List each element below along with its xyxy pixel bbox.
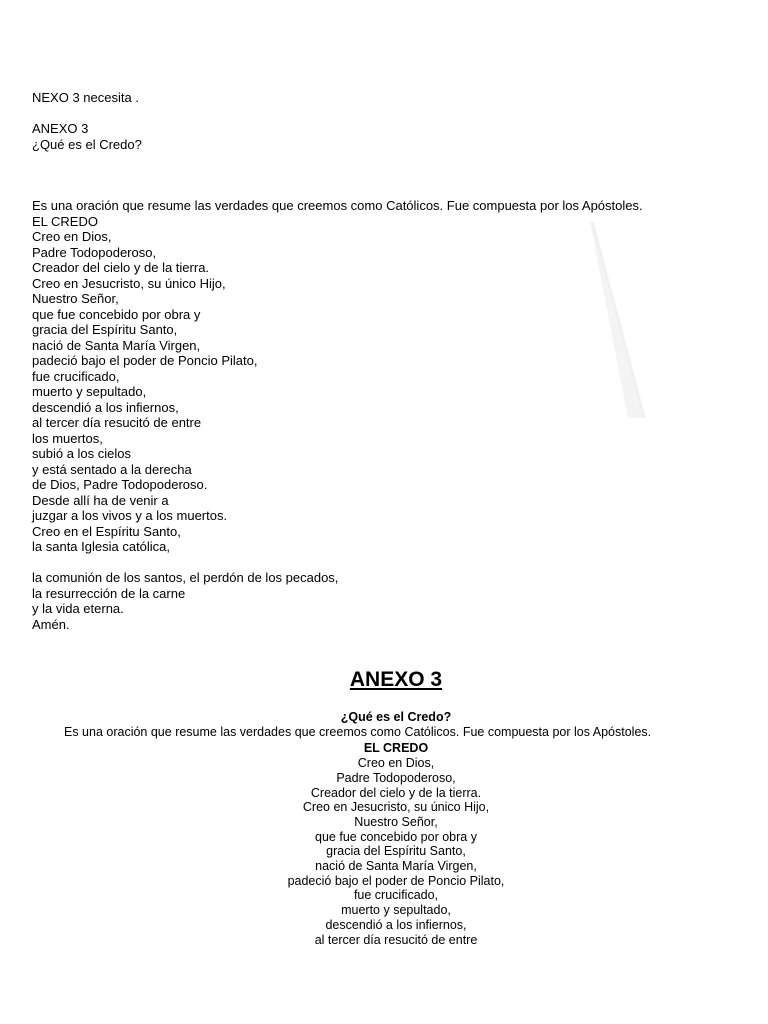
- creed-line: la resurrección de la carne: [32, 585, 186, 601]
- creed-line: Desde allí ha de venir a: [32, 492, 169, 508]
- creed-line: fue crucificado,: [353, 888, 439, 903]
- bottom-section: [64, 666, 728, 947]
- creed-line: la comunión de los santos, el perdón de los pecados,: [32, 570, 339, 585]
- creed-line: al tercer día resucitó de entre: [32, 415, 202, 430]
- creed-lines-part2: [32, 570, 732, 632]
- creed-line: subió a los cielos: [32, 446, 131, 461]
- creed-line: Nuestro Señor,: [32, 291, 119, 306]
- creed-line: Creador del cielo y de la tierra.: [32, 260, 210, 275]
- creed-line: muerto y sepultado,: [341, 903, 451, 918]
- intro-paragraph: Es una oración que resume las verdades que creemos como Católicos. Fue compuesta por los Apóstoles.: [32, 198, 643, 213]
- header-note: NEXO 3 necesita .: [32, 90, 139, 105]
- creed-line: Padre Todopoderoso,: [336, 770, 456, 785]
- creed-line: los muertos,: [32, 430, 103, 446]
- creed-line: Creo en Jesucristo, su único Hijo,: [32, 275, 226, 291]
- creed-line: y está sentado a la derecha: [32, 461, 192, 477]
- creed-line: Creo en Dios,: [357, 756, 435, 771]
- creed-line: gracia del Espíritu Santo,: [326, 844, 466, 859]
- scan-artifact: [588, 222, 648, 418]
- creed-line: descendió a los infiernos,: [325, 917, 467, 932]
- creed-line: muerto y sepultado,: [32, 384, 147, 399]
- creed-lines-centered: [64, 756, 728, 947]
- creed-line: nació de Santa María Virgen,: [32, 337, 201, 353]
- creed-line: Creo en Dios,: [32, 229, 112, 244]
- creed-line: juzgar a los vivos y a los muertos.: [32, 508, 228, 523]
- question-heading: ¿Qué es el Credo?: [32, 136, 142, 152]
- creed-line: que fue concebido por obra y: [315, 829, 477, 844]
- creed-line: que fue concebido por obra y: [32, 306, 201, 322]
- creed-line: al tercer día resucitó de entre: [314, 932, 478, 947]
- intro-paragraph-justified: Es una oración que resume las verdades que creemos como Católicos. Fue compuesta por los Apóstoles.: [64, 724, 652, 739]
- creed-line: Nuestro Señor,: [354, 814, 438, 829]
- creed-line: la santa Iglesia católica,: [32, 539, 171, 554]
- creed-line: Creo en Jesucristo, su único Hijo,: [302, 800, 490, 815]
- creed-line: Padre Todopoderoso,: [32, 244, 157, 260]
- creed-line: Amén.: [32, 616, 70, 632]
- creed-line: de Dios, Padre Todopoderoso.: [32, 477, 208, 492]
- creed-line: Creo en el Espíritu Santo,: [32, 523, 181, 539]
- creed-line: padeció bajo el poder de Poncio Pilato,: [287, 873, 505, 888]
- creed-line: padeció bajo el poder de Poncio Pilato,: [32, 353, 258, 368]
- credo-title-bold: EL CREDO: [363, 741, 429, 756]
- creed-line: nació de Santa María Virgen,: [315, 859, 477, 874]
- credo-title: EL CREDO: [32, 213, 98, 229]
- creed-line: Creador del cielo y de la tierra.: [310, 785, 482, 800]
- spacer: [32, 152, 732, 198]
- creed-line: descendió a los infiernos,: [32, 399, 179, 415]
- creed-line: gracia del Espíritu Santo,: [32, 322, 178, 337]
- question-heading-bold: ¿Qué es el Credo?: [340, 710, 452, 724]
- spacer: [32, 555, 732, 571]
- creed-line: y la vida eterna.: [32, 601, 124, 616]
- annex-heading: ANEXO 3: [349, 668, 443, 691]
- annex-label: ANEXO 3: [32, 121, 89, 136]
- spacer: [32, 106, 732, 122]
- creed-line: fue crucificado,: [32, 368, 120, 384]
